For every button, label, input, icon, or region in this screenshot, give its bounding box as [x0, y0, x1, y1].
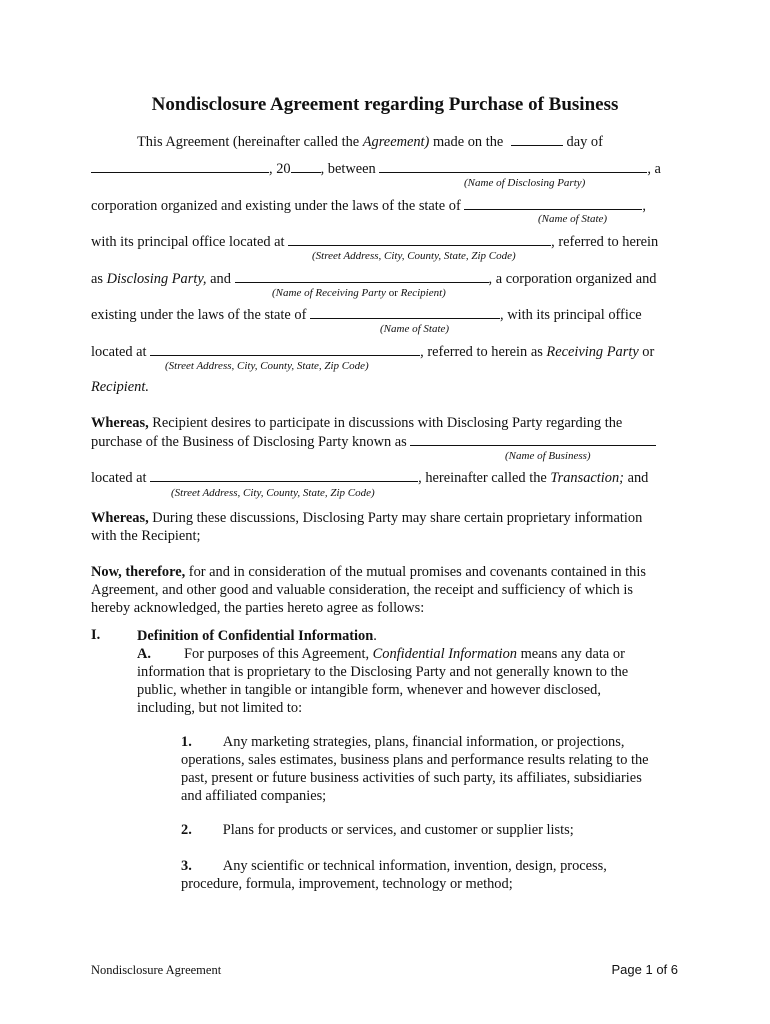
whereas-2-line-1: Whereas, During these discussions, Disclosing Party may share certain proprietary information	[91, 510, 643, 526]
item-1-line-3: past, present or future business activities of such party, its affiliates, subsidiaries	[181, 770, 642, 786]
item-3-line-2: procedure, formula, improvement, technology or method;	[181, 876, 513, 892]
caption-business: (Name of Business)	[505, 450, 591, 462]
receiving-party-blank[interactable]	[235, 269, 489, 283]
whereas-1-line-3: located at , hereinafter called the Transaction; and	[91, 470, 649, 486]
intro-line-2: , 20 , between , a	[91, 159, 678, 178]
day-blank[interactable]	[511, 132, 563, 146]
intro-line-4: with its principal office located at , referred to herein	[91, 234, 659, 250]
now-therefore-line-3: hereby acknowledged, the parties hereto agree as follows:	[91, 600, 425, 616]
intro-line-5: as Disclosing Party, and , a corporation organized and	[91, 271, 657, 287]
whereas-1-line-2: purchase of the Business of Disclosing Party known as	[91, 432, 678, 451]
disclosing-address-blank[interactable]	[288, 232, 551, 246]
caption-state: (Name of State)	[538, 213, 608, 225]
intro-line-7: located at , referred to herein as Receiving Party or	[91, 344, 655, 360]
document-title: Nondisclosure Agreement regarding Purchase of Business	[151, 94, 619, 115]
business-name-blank[interactable]	[410, 432, 656, 446]
item-3-line-1: 3. Any scientific or technical information, invention, design, process,	[181, 858, 607, 874]
item-1-line-4: and affiliated companies;	[181, 788, 327, 804]
intro-line-3: corporation organized and existing under the laws of the state of ,	[91, 198, 646, 214]
whereas-2-line-2: with the Recipient;	[91, 528, 201, 544]
section-heading: Definition of Confidential Information.	[137, 628, 377, 644]
footer-document-name: Nondisclosure Agreement	[91, 963, 222, 977]
caption-address-2: (Street Address, City, County, State, Zip Code)	[165, 360, 369, 372]
item-2-line-1: 2. Plans for products or services, and customer or supplier lists;	[181, 822, 574, 838]
section-number: I.	[91, 627, 101, 643]
disclosing-party-blank[interactable]	[379, 159, 647, 173]
year-blank[interactable]	[291, 159, 321, 173]
caption-address-3: (Street Address, City, County, State, Zip Code)	[171, 487, 375, 499]
now-therefore-line-1: Now, therefore, for and in consideration of the mutual promises and covenants contained in this	[91, 564, 646, 580]
item-1-line-2: operations, sales estimates, business plans and performance results relating to the	[181, 752, 649, 768]
whereas-1-line-1: Whereas, Recipient desires to participate in discussions with Disclosing Party regarding the	[91, 415, 623, 431]
section-a-line-1: A. For purposes of this Agreement, Confidential Information means any data or	[137, 646, 625, 662]
intro-line-1: This Agreement (hereinafter called the Agreement) made on the day of	[137, 134, 603, 150]
caption-state-2: (Name of State)	[380, 323, 450, 335]
section-a-line-4: including, but not limited to:	[137, 700, 303, 716]
footer-page-number: Page 1 of 6	[611, 962, 678, 977]
receiving-address-blank[interactable]	[150, 342, 420, 356]
caption-receiving-party: (Name of Receiving Party or Recipient)	[272, 287, 446, 299]
business-address-blank[interactable]	[150, 468, 418, 482]
caption-disclosing-party: (Name of Disclosing Party)	[464, 177, 586, 189]
section-a-line-2: information that is proprietary to the Disclosing Party and not generally known to the	[137, 664, 629, 680]
state-blank[interactable]	[464, 196, 642, 210]
caption-address: (Street Address, City, County, State, Zip Code)	[312, 250, 516, 262]
intro-line-8: Recipient.	[91, 379, 149, 395]
month-blank[interactable]	[91, 159, 269, 173]
item-1-line-1: 1. Any marketing strategies, plans, financial information, or projections,	[181, 734, 625, 750]
receiving-state-blank[interactable]	[310, 305, 500, 319]
now-therefore-line-2: Agreement, and other good and valuable consideration, the receipt and sufficiency of which is	[91, 582, 633, 598]
section-a-line-3: public, whether in tangible or intangible form, whenever and however disclosed,	[137, 682, 601, 698]
intro-line-6: existing under the laws of the state of , with its principal office	[91, 307, 642, 323]
